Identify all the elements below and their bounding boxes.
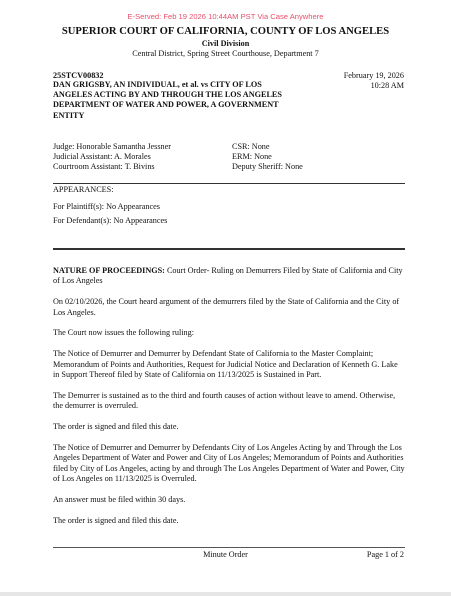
deputy-sheriff: Deputy Sheriff: None: [232, 162, 303, 172]
ruling-paragraph: An answer must be filed within 30 days.: [53, 494, 186, 504]
footer-divider: [53, 547, 405, 548]
ruling-paragraph: On 02/10/2026, the Court heard argument of the demurrers filed by the State of California and the City of Los Angeles.: [53, 297, 400, 317]
courtroom-assistant: Courtroom Assistant: T. Bivins: [53, 162, 155, 172]
defendant-appearance: For Defendant(s): No Appearances: [53, 216, 168, 225]
nature-of-proceedings-label: NATURE OF PROCEEDINGS:: [53, 266, 165, 275]
court-staff-left: [53, 142, 171, 173]
appearances-heading: APPEARANCES:: [53, 185, 114, 194]
ruling-paragraph: The Court now issues the following ruling:: [53, 328, 194, 338]
page-number: Page 1 of 2: [366, 550, 404, 559]
judge: Judge: Honorable Samantha Jessner: [53, 142, 172, 151]
csr: CSR: None: [232, 142, 270, 151]
nature-of-proceedings: [53, 266, 405, 287]
ruling-paragraph: The order is signed and filed this date.: [53, 515, 179, 525]
footer-document-type: Minute Order: [203, 550, 248, 559]
case-title: DAN GRIGSBY, AN INDIVIDUAL, et al. vs CITY OF LOS ANGELES ACTING BY AND THROUGH THE LOS ANGELES DEPARTMENT OF WATER AND POWER, A GOVERNMENT ENTITY: [53, 80, 282, 120]
court-location: Central District, Spring Street Courthouse, Department 7: [132, 49, 319, 58]
hearing-time: 10:28 AM: [370, 81, 404, 90]
hearing-date: February 19, 2026: [343, 71, 404, 80]
ruling-paragraph: The Demurrer is sustained as to the third and fourth causes of action without leave to amend. Otherwise, the demurrer is overruled.: [53, 390, 396, 411]
court-staff-right: [232, 142, 303, 173]
ruling-paragraph: The order is signed and filed this date.: [53, 422, 179, 432]
page-gap: [0, 592, 451, 596]
case-number: 25STCV00832: [53, 71, 104, 80]
court-title: SUPERIOR COURT OF CALIFORNIA, COUNTY OF LOS ANGELES: [61, 26, 390, 37]
divider: [53, 248, 405, 250]
nature-of-proceedings-text: Court Order- Ruling on Demurrers Filed by State of California and City of Los Angeles: [53, 266, 403, 286]
erm: ERM: None: [232, 152, 272, 162]
ruling-paragraph: The Notice of Demurrer and Demurrer by Defendant State of California to the Master Complaint; Memorandum of Points and Authorities, Request for Judicial Notice and Declaration of Kenneth G. Lake in Support Thereof filed by State of California on 11/13/2025 is Sustained in Part.: [53, 349, 398, 380]
e-served-stamp: E-Served: Feb 19 2026 10:44AM PST Via Case Anywhere: [127, 12, 324, 21]
proceedings-body: [53, 266, 405, 536]
hearing-datetime: [344, 71, 404, 91]
plaintiff-appearance: For Plaintiff(s): No Appearances: [53, 202, 160, 211]
ruling-paragraph: The Notice of Demurrer and Demurrer by Defendants City of Los Angeles Acting by and Through the Los Angeles Department of Water and Power and City of Los Angeles; Memorandum of Points and Authorities filed by City of Los Angeles, acting by and through The Los Angeles Department of Water and Power, City of Los Angeles on 11/13/2025 is Overruled.: [53, 442, 405, 484]
court-division: Civil Division: [201, 39, 250, 48]
judicial-assistant: Judicial Assistant: A. Morales: [53, 152, 151, 162]
